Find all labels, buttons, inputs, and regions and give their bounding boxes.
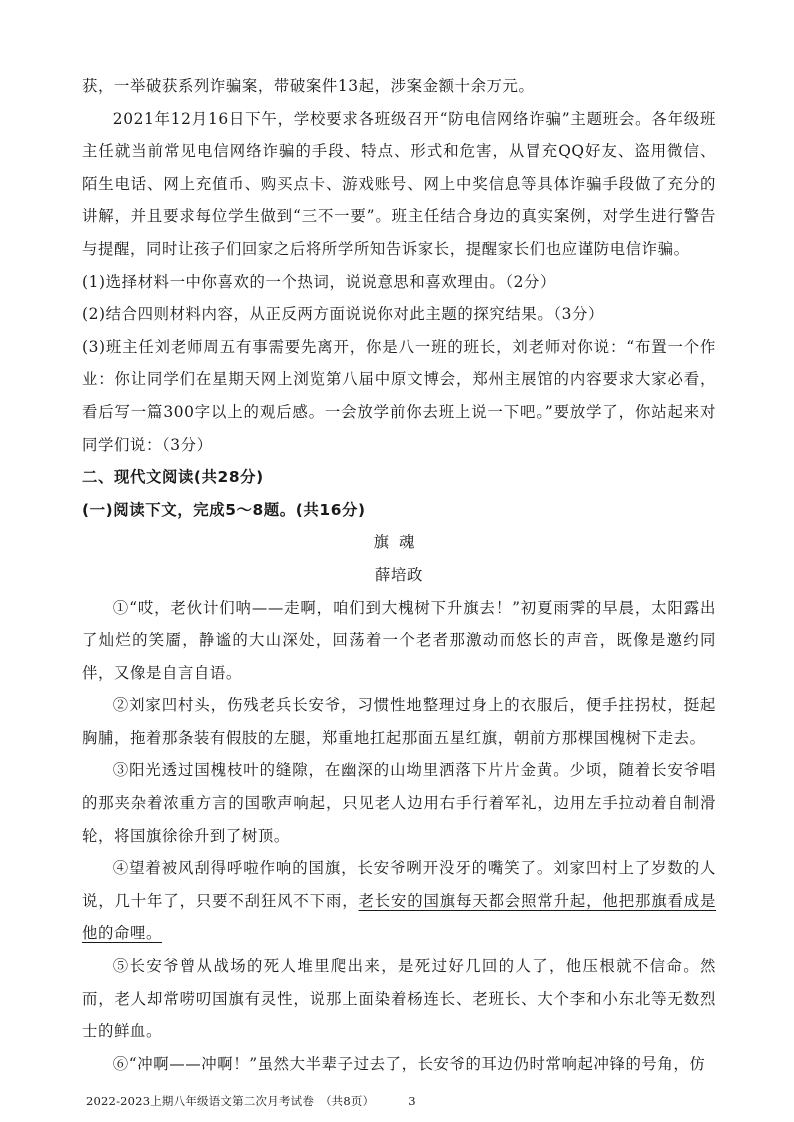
page-footer (86, 1093, 416, 1109)
article-paragraph-3: ③阳光透过国槐枝叶的缝隙，在幽深的山坳里洒落下片片金黄。少顷，随着长安爷唱的那夹杂着浓重方言的国歌声响起，只见老人边用右手行着军礼，边用左手拉动着自制滑轮，将国旗徐徐升到了树顶。 (82, 761, 716, 845)
question-3: (3)班主任刘老师周五有事需要先离开，你是八一班的班长，刘老师对你说：“布置一个作业：你让同学们在星期天网上浏览第八届中原文博会，郑州主展馆的内容要求大家必看，看后写一篇300字以上的观后感。一会放学前你去班上说一下吧。”要放学了，你站起来对同学们说：（3分） (82, 337, 716, 454)
question-2: (2)结合四则材料内容，从正反两方面说说你对此主题的探究结果。（3分） (82, 305, 605, 324)
article-paragraph-5: ⑤长安爷曾从战场的死人堆里爬出来，是死过好几回的人了，他压根就不信命。然而，老人却常唠叨国旗有灵性，说那上面染着杨连长、老班长、大个李和小东北等无数烈士的鲜血。 (82, 957, 716, 1041)
article-title: 旗魂 (373, 533, 425, 552)
material-paragraph-end: 获，一举破获系列诈骗案，带破案件13起，涉案金额十余万元。 (82, 77, 535, 95)
paragraph-4-text: ④望着被风刮得呼啦作响的国旗，长安爷咧开没牙的嘴笑了。刘家凹村上了岁数的人说，几十年了，只要不刮狂风不下雨， (82, 859, 716, 910)
article-paragraph-6: ⑥“冲啊——冲啊！”虽然大半辈子过去了，长安爷的耳边仍时常响起冲锋的号角，仿 (112, 1054, 706, 1073)
exam-page (82, 70, 716, 1080)
question-1: (1)选择材料一中你喜欢的一个热词，说说意思和喜欢理由。（2分） (82, 272, 557, 291)
article-paragraph-4 (82, 852, 716, 950)
material-paragraph: 2021年12月16日下午，学校要求各班级召开“防电信网络诈骗”主题班会。各年级班主任就当前常见电信网络诈骗的手段、特点、形式和危害，从冒充QQ好友、盗用微信、陌生电话、网上充值币、购买点卡、游戏账号、网上中奖信息等具体诈骗手段做了充分的讲解，并且要求每位学生做到“三不一要”。班主任结合身边的真实案例，对学生进行警告与提醒，同时让孩子们回家之后将所学所知告诉家长，提醒家长们也应谨防电信诈骗。 (82, 109, 716, 258)
article-paragraph-1: ①“哎，老伙计们呐——走啊，咱们到大槐树下升旗去！”初夏雨霁的早晨，太阳露出了灿烂的笑靥，静谧的大山深处，回荡着一个老者那激动而悠长的声音，既像是邀约同伴，又像是自言自语。 (82, 598, 716, 682)
underlined-sentence: 老长安的国旗每天都会照常升起，他把那旗看成是他的命哩。 (82, 891, 717, 943)
section-heading: 二、现代文阅读(共28分) (82, 468, 264, 487)
exam-info: 2022-2023上期八年级语文第二次月考试卷 （共8页） (86, 1094, 375, 1108)
subsection-heading: (一)阅读下文，完成5～8题。(共16分) (82, 500, 366, 519)
article-paragraph-2: ②刘家凹村头，伤残老兵长安爷，习惯性地整理过身上的衣服后，便手拄拐杖，挺起胸脯，拖着那条装有假肢的左腿，郑重地扛起那面五星红旗，朝前方那棵国槐树下走去。 (82, 696, 716, 747)
article-author: 薛培政 (375, 565, 423, 584)
page-number: 3 (408, 1094, 416, 1108)
